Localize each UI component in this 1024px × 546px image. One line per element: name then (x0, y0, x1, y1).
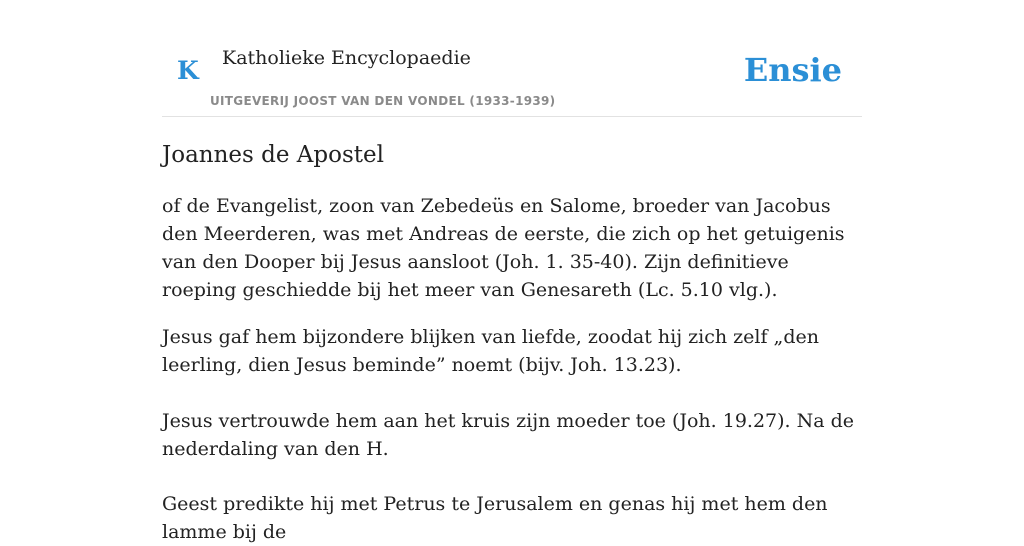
article-paragraph: Jesus vertrouwde hem aan het kruis zijn moeder toe (Joh. 19.27). Na de nederdaling van den H. (162, 410, 855, 460)
article (162, 136, 862, 546)
article-paragraph: of de Evangelist, zoon van Zebedeüs en Salome, broeder van Jacobus den Meerderen, was met Andreas de eerste, die zich op het getuigenis van den Dooper bij Jesus aansloot (Joh. 1. 35-40). Zijn definitieve roeping geschiedde bij het meer van Genesareth (Lc. 5.10 vlg.). (162, 195, 845, 301)
publication-logo-icon[interactable]: K (177, 56, 199, 85)
ensie-logo-link[interactable]: Ensie (743, 51, 842, 89)
article-title: Joannes de Apostel (162, 142, 384, 168)
article-paragraph: Jesus gaf hem bijzondere blijken van liefde, zoodat hij zich zelf „den leerling, dien Jesus beminde” noemt (bijv. Joh. 13.23). (162, 326, 820, 376)
article-paragraph: Geest predikte hij met Petrus te Jerusalem en genas hij met hem den lamme bij de (162, 493, 828, 543)
site-header (162, 0, 862, 117)
publisher-label: UITGEVERIJ JOOST VAN DEN VONDEL (1933-1939) (210, 94, 556, 108)
publication-title[interactable]: Katholieke Encyclopaedie (222, 47, 471, 69)
